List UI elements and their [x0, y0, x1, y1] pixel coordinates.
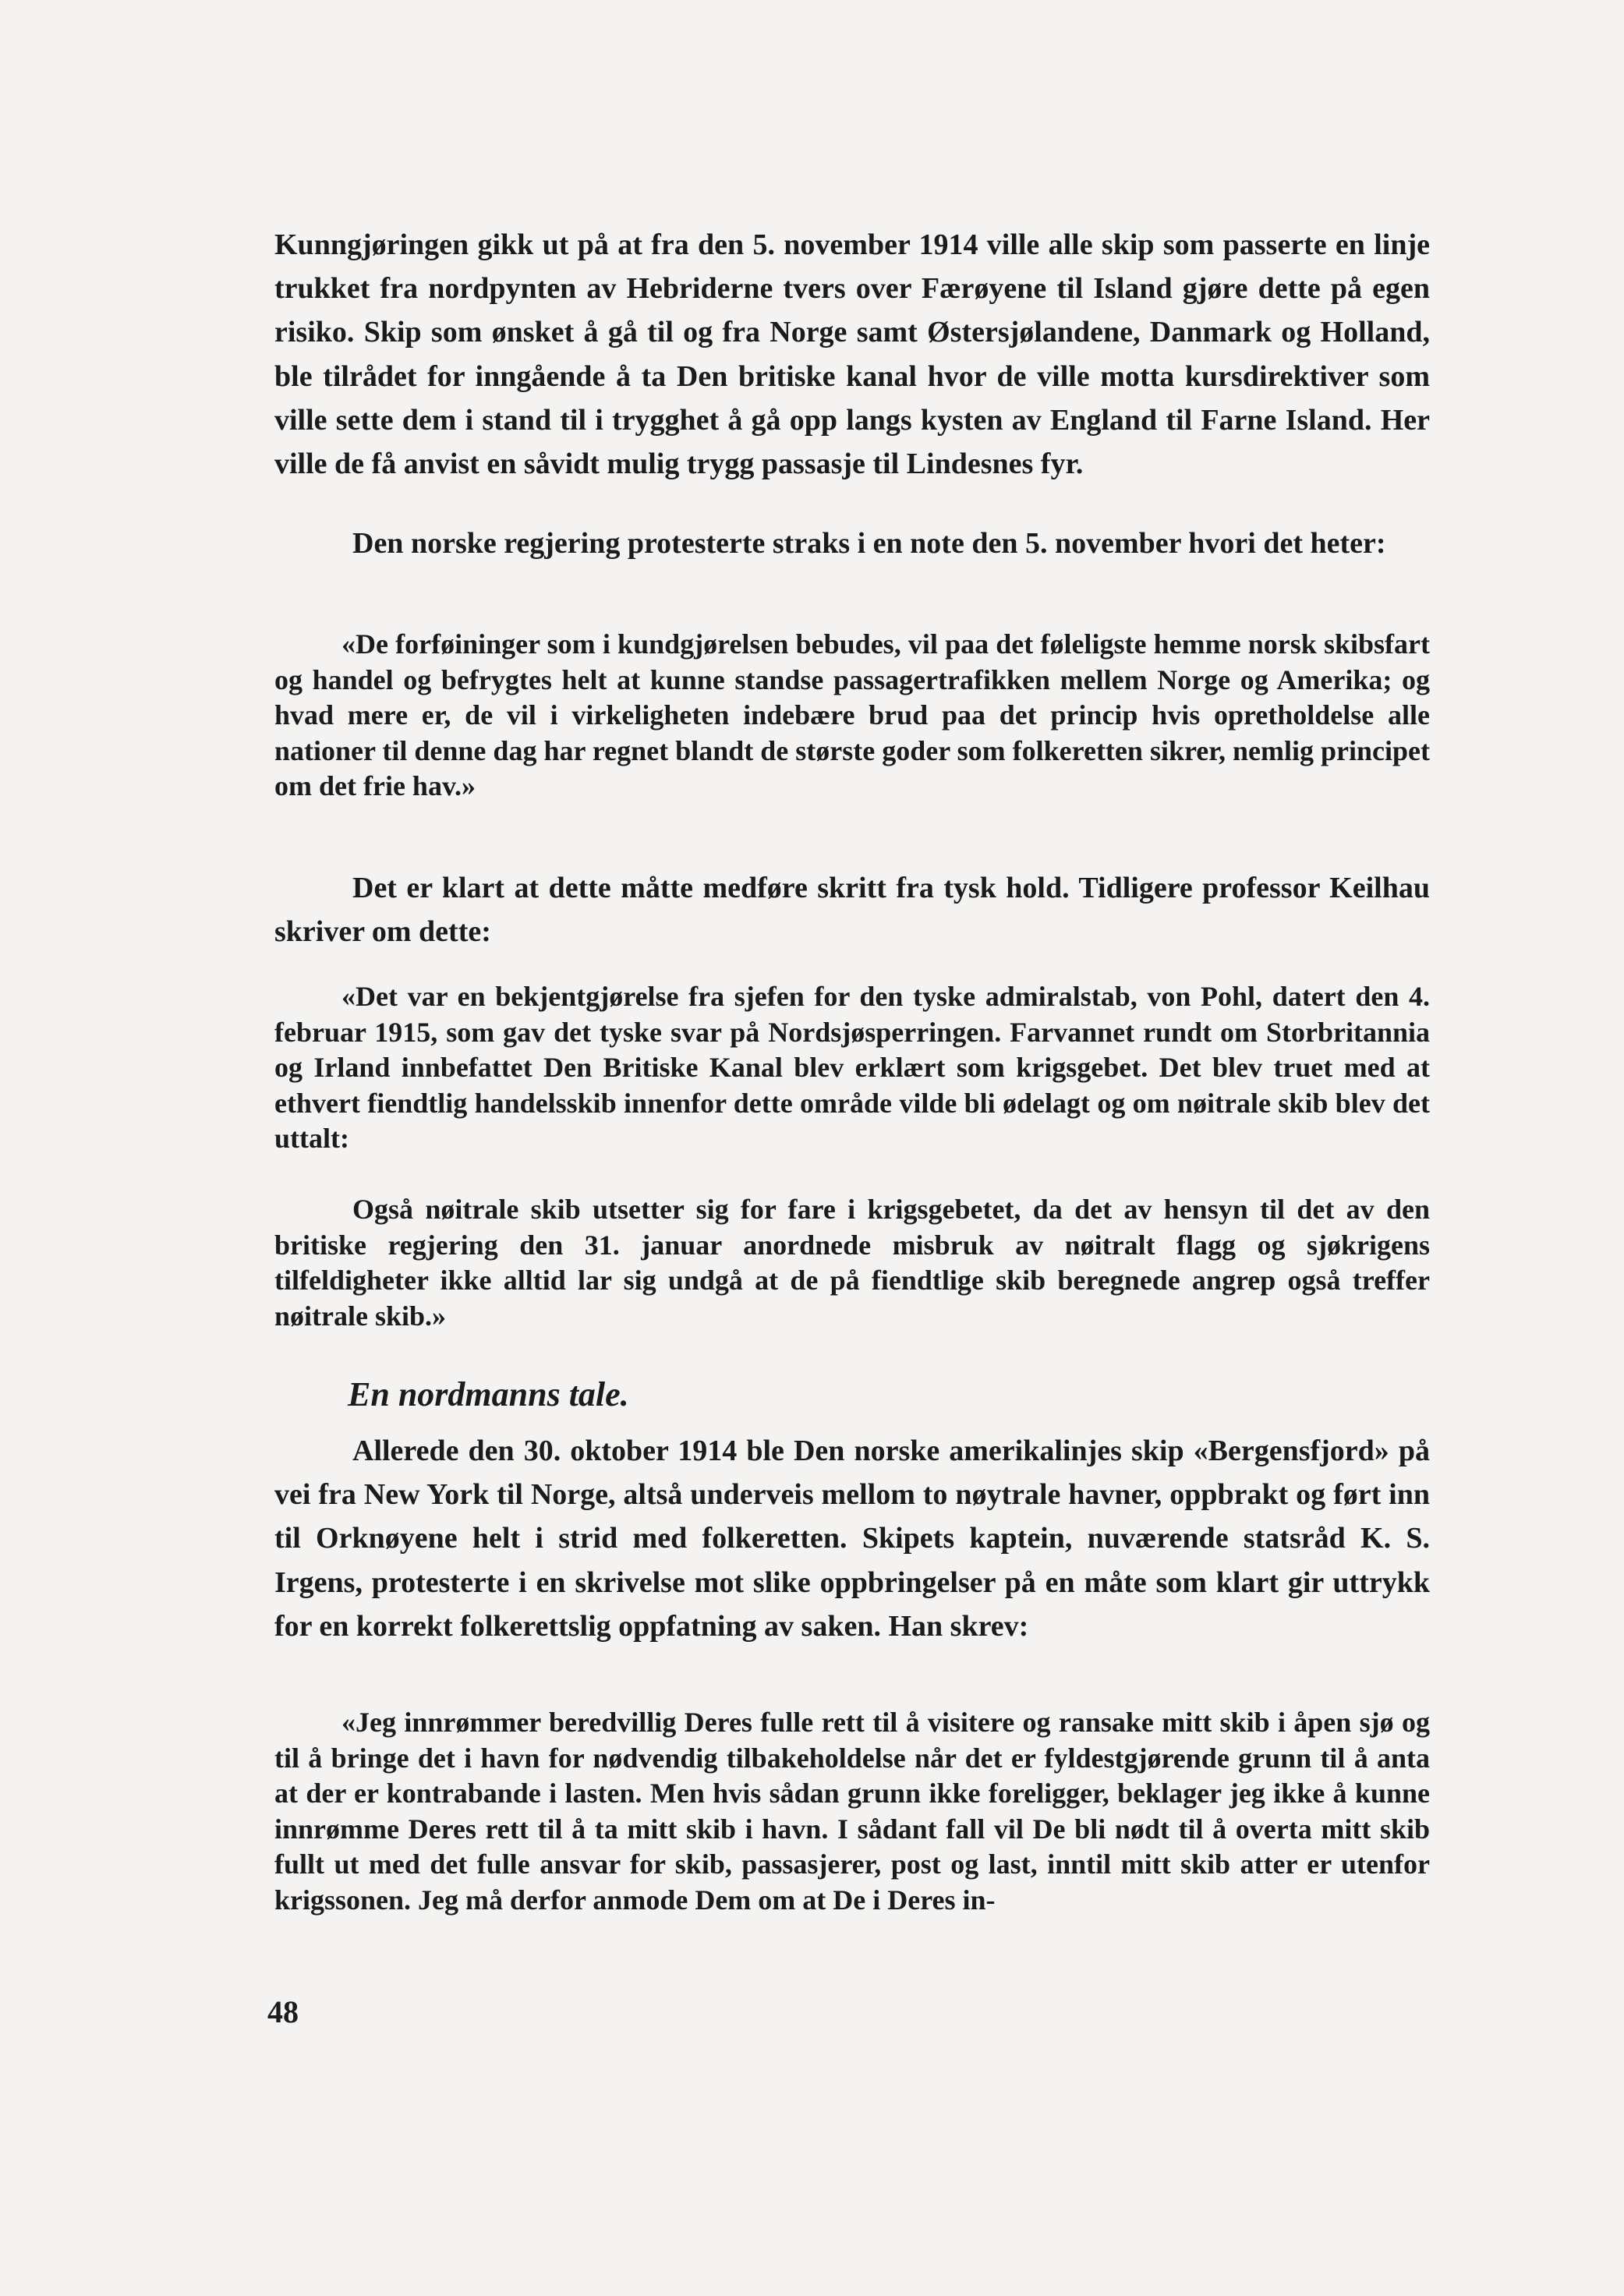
paragraph-proclamation: Kunngjøringen gikk ut på at fra den 5. november 1914 ville alle skip som passerte en linje trukket fra nordpynten av Hebriderne tvers over Færøyene til Island gjøre dette på egen risiko. Skip som ønsket å gå til og fra Norge samt Østersjølandene, Danmark og Holland, ble tilrådet for inngående å ta Den britiske kanal hvor de ville motta kursdirektiver som ville sette dem i stand til i trygghet å gå opp langs kysten av England til Farne Island. Her ville de få anvist en såvidt mulig trygg passasje til Lindesnes fyr.: [274, 228, 1430, 481]
paragraph-norwegian-protest: Den norske regjering protesterte straks i en note den 5. november hvori det heter:: [352, 527, 1386, 560]
section-heading: En nordmanns tale.: [348, 1375, 629, 1413]
quote-von-pohl: «Det var en bekjentgjørelse fra sjefen for den tyske admiralstab, von Pohl, datert den 4. februar 1915, som gav det tyske svar på Nordsjøsperringen. Farvannet rundt om Storbritannia og Irland innbefattet Den Britiske Kanal blev erklært som krigsgebet. Det blev truet med at ethvert fiendtlig handelsskib innenfor dette område vilde bli ødelagt og om nøitrale skib blev det uttalt:: [274, 981, 1430, 1155]
page-number: 48: [267, 1994, 299, 2029]
paragraph-bergensfjord: Allerede den 30. oktober 1914 ble Den norske amerikalinjes skip «Bergensfjord» på vei fra New York til Norge, altså underveis mellom to nøytrale havner, oppbrakt og ført inn til Orknøyene helt i strid med folkeretten. Skipets kaptein, nuværende statsråd K. S. Irgens, protesterte i en skrivelse mot slike oppbringelser på en måte som klart gir uttrykk for en korrekt folkerettslig oppfatning av saken. Han skrev:: [274, 1435, 1430, 1643]
quote-neutral-ships: Også nøitrale skib utsetter sig for fare i krigsgebetet, da det av hensyn til det av den britiske regjering den 31. januar anordnede misbruk av nøitralt flagg og sjøkrigens tilfeldigheter ikke alltid lar sig undgå at de på fiendtlige skib beregnede angrep også treffer nøitrale skib.»: [274, 1194, 1430, 1332]
quote-irgens-letter: «Jeg innrømmer beredvillig Deres fulle rett til å visitere og ransake mitt skib i åpen sjø og til å bringe det i havn for nødvendig tilbakeholdelse når det er fyldestgjørende grunn til å anta at der er kontrabande i lasten. Men hvis sådan grunn ikke foreligger, beklager jeg ikke å kunne innrømme Deres rett til å ta mitt skib i havn. I sådant fall vil De bli nødt til å overta mitt skib fullt ut med det fulle ansvar for skib, passasjerer, post og last, inntil mitt skib atter er utenfor krigssonen. Jeg må derfor anmode Dem om at De i Deres in-: [274, 1707, 1430, 1916]
quote-government-note: «De forføininger som i kundgjørelsen bebudes, vil paa det føleligste hemme norsk skibsfart og handel og befrygtes helt at kunne standse passagertrafikken mellem Norge og Amerika; og hvad mere er, de vil i virkeligheten indebære brud paa det princip hvis opretholdelse alle nationer til denne dag har regnet blandt de største goder som folkeretten sikrer, nemlig principet om det frie hav.»: [274, 628, 1430, 802]
paragraph-keilhau-intro: Det er klart at dette måtte medføre skritt fra tysk hold. Tidligere professor Keilhau skriver om dette:: [274, 872, 1430, 949]
